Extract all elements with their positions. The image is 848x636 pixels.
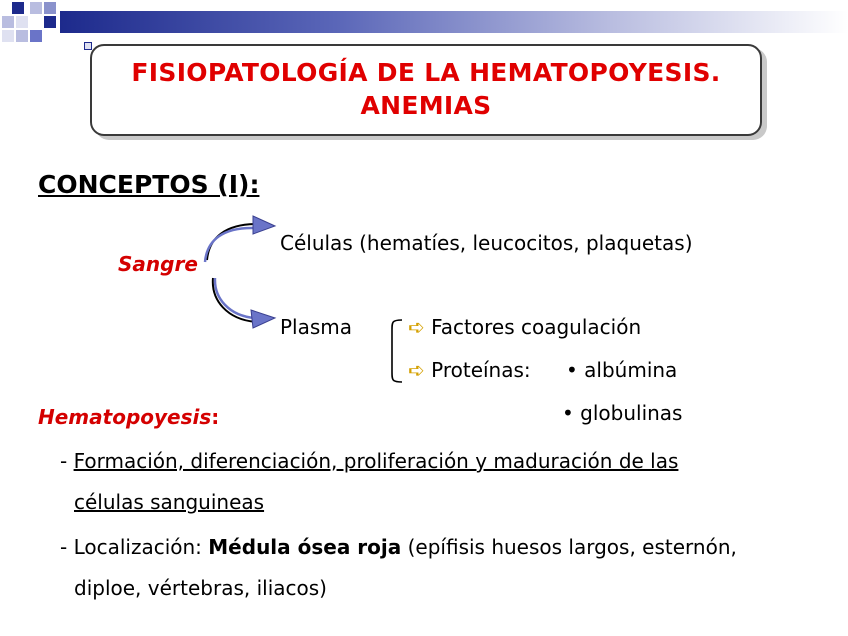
lower-curved-arrow-icon: [213, 278, 257, 322]
decor-square: [2, 16, 14, 28]
plasma-item-1: [408, 315, 641, 339]
location-continuation: diploe, vértebras, iliacos): [74, 576, 327, 600]
plasma-item-2: [408, 358, 531, 382]
decor-square: [30, 2, 42, 14]
protein-bullet-1: • albúmina: [566, 358, 678, 382]
decor-square: [2, 30, 14, 42]
hematopoyesis-heading: [38, 405, 219, 429]
upper-arrow-head-icon: [253, 216, 275, 234]
definition-text: Formación, diferenciación, proliferación y maduración de las: [73, 449, 679, 473]
decor-square-small: [84, 42, 92, 50]
sangre-label: Sangre: [118, 252, 198, 276]
section-heading: CONCEPTOS (I):: [38, 170, 260, 199]
title-line-1: FISIOPATOLOGÍA DE LA HEMATOPOYESIS.: [131, 58, 721, 87]
slide-title: [90, 56, 762, 122]
title-line-2: ANEMIAS: [360, 91, 492, 120]
plasma-text: Plasma: [280, 315, 353, 339]
decor-square: [16, 16, 28, 28]
hematopoyesis-colon: :: [211, 405, 220, 429]
plasma-item-label: Proteínas:: [431, 358, 531, 382]
location-prefix: - Localización:: [60, 535, 209, 559]
hematopoyesis-label: Hematopoyesis: [38, 405, 212, 429]
definition-continuation: células sanguineas: [74, 490, 265, 514]
decor-square: [16, 30, 28, 42]
location-line: [60, 535, 737, 559]
protein-bullet-2: • globulinas: [562, 401, 683, 425]
arrow-right-icon: ➪: [408, 358, 425, 382]
arrow-right-icon: ➪: [408, 315, 425, 339]
decor-square: [44, 16, 56, 28]
decor-square: [30, 30, 42, 42]
lower-arrow-head-icon: [251, 310, 275, 328]
bracket: [386, 318, 406, 384]
definition-line: [60, 449, 678, 473]
location-rest: (epífisis huesos largos, esternón,: [401, 535, 737, 559]
decor-square: [44, 2, 56, 14]
branch-arrows: [195, 210, 285, 335]
plasma-item-label: Factores coagulación: [431, 315, 642, 339]
cells-text: Células (hematíes, leucocitos, plaquetas): [280, 231, 693, 255]
decor-square: [12, 2, 24, 14]
header-gradient-bar: [60, 11, 848, 33]
location-bold: Médula ósea roja: [208, 535, 402, 559]
definition-dash: -: [60, 449, 74, 473]
